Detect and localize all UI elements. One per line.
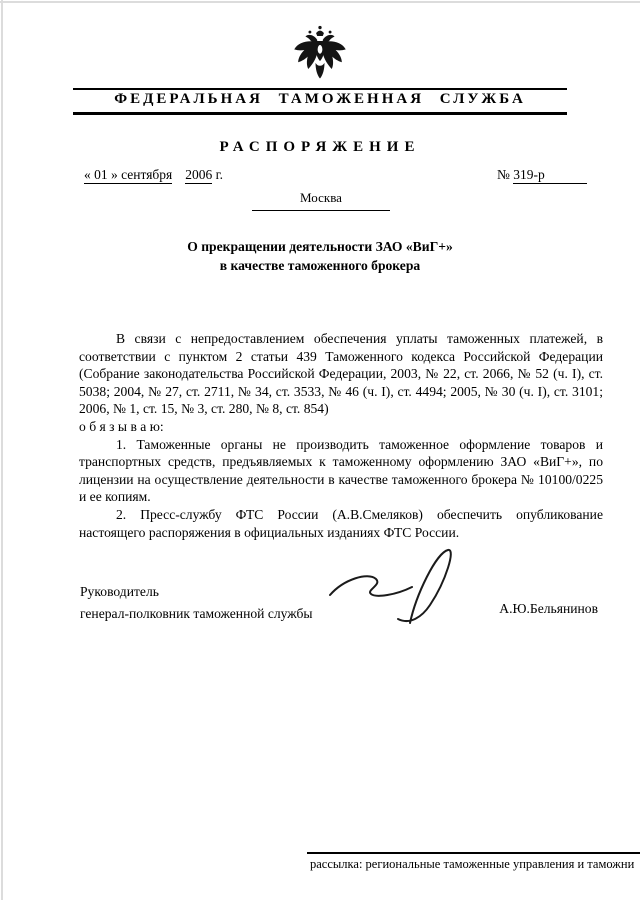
date-year: 2006 — [185, 167, 213, 182]
date-filled-group — [84, 167, 172, 184]
document-number — [497, 167, 587, 183]
header-rule-bottom — [73, 112, 567, 115]
coat-of-arms-icon — [292, 24, 348, 91]
title-line-1: О прекращении деятельности ЗАО «ВиГ+» — [187, 239, 453, 254]
signer-position-line-2: генерал-полковник таможенной службы — [80, 606, 313, 621]
signer-position-line-1: Руководитель — [80, 584, 159, 599]
signer-position — [80, 581, 313, 625]
header-rule-top — [73, 88, 567, 90]
order-item-1: 1. Таможенные органы не производить таможенное оформление товаров и транспортных средств, предъявляемых к таможенному оформлению ЗАО «ВиГ+», по лицензии на осуществление деятельности в качестве таможенного брокера № 10100/0225 и ее копиям. — [79, 436, 603, 505]
scan-edge-top — [0, 1, 640, 3]
distribution-rule — [307, 852, 640, 854]
date-month: сентября — [121, 167, 173, 182]
signer-name: А.Ю.Бельянинов — [499, 601, 598, 616]
document-title — [70, 237, 570, 275]
number-value: 319-р — [513, 167, 587, 184]
obligation-line: о б я з ы в а ю: — [79, 418, 164, 434]
date-close-quote: » — [111, 167, 118, 182]
date-open-quote: « — [84, 167, 91, 182]
scan-edge-left — [1, 0, 3, 900]
date-day: 01 — [94, 167, 108, 182]
document-body — [79, 330, 603, 541]
distribution-note: рассылка: региональные таможенные управления и таможни — [310, 857, 635, 871]
intro-paragraph: В связи с непредоставлением обеспечения уплаты таможенных платежей, в соответствии с пунктом 2 статьи 439 Таможенного кодекса Российской Федерации (Собрание законодательства Российской Федерации, 2003, № 22, ст. 2066, № 52 (ч. I), ст. 5038; 2004, № 27, ст. 2711, № 34, ст. 3533, № 46 (ч. I), ст. 4494; 2005, № 30 (ч. I), ст. 3101; 2006, № 1, ст. 15, № 3, ст. 280, № 8, ст. 854) — [79, 331, 603, 417]
agency-name: ФЕДЕРАЛЬНАЯ ТАМОЖЕННАЯ СЛУЖБА — [114, 91, 526, 107]
order-item-2: 2. Пресс-службу ФТС России (А.В.Смеляков) обеспечить опубликование настоящего распоряжения в официальных изданиях ФТС России. — [79, 506, 603, 540]
document-type: РАСПОРЯЖЕНИЕ — [219, 139, 421, 155]
date-year-suffix: г. — [215, 167, 224, 182]
city-label: Москва — [252, 190, 390, 211]
signature-icon — [322, 543, 492, 640]
document-date — [84, 167, 223, 183]
number-sign: № — [497, 167, 510, 182]
title-line-2: в качестве таможенного брокера — [219, 258, 421, 273]
